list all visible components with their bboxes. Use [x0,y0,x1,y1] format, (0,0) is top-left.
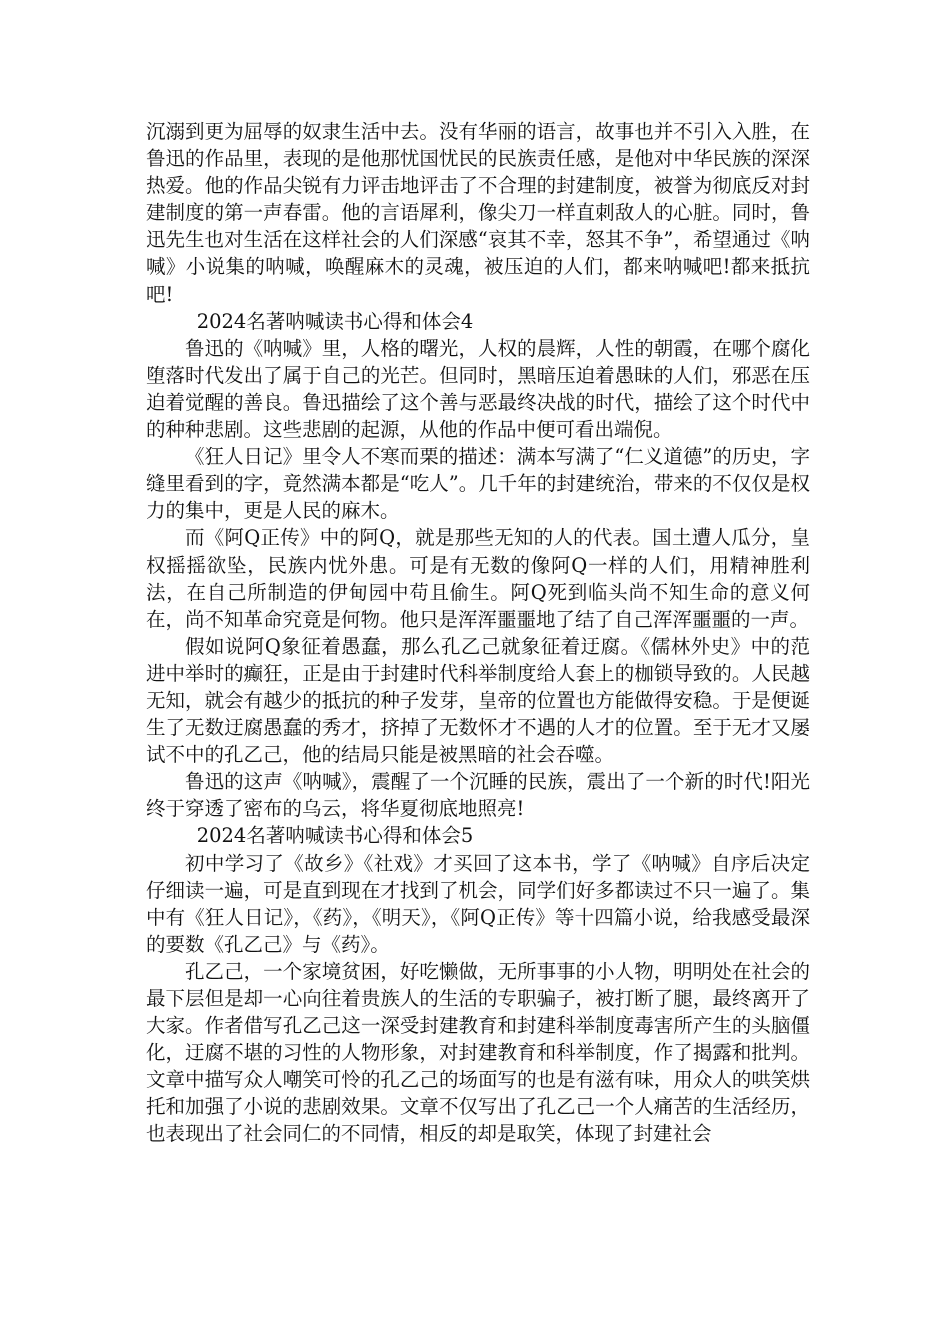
paragraph-continuation: 沉溺到更为屈辱的奴隶生活中去。没有华丽的语言，故事也并不引入入胜，在鲁迅的作品里，表现的是他那忧国忧民的民族责任感，是他对中华民族的深深热爱。他的作品尖锐有力评击地评击了不合理的封建制度，被誉为彻底反对封建制度的第一声春雷。他的言语犀利，像尖刀一样直刺敌人的心脏。同时，鲁迅先生也对生活在这样社会的人们深感“哀其不幸，怒其不争”，希望通过《呐喊》小说集的呐喊，唤醒麻木的灵魂，被压迫的人们，都来呐喊吧!都来抵抗吧! [146,120,810,306]
paragraph: 孔乙己，一个家境贫困，好吃懒做，无所事事的小人物，明明处在社会的最下层但是却一心向往着贵族人的生活的专职骗子，被打断了腿，最终离开了大家。作者借写孔乙己这一深受封建教育和封建科举制度毒害所产生的头脑僵化，迂腐不堪的习性的人物形象，对封建教育和科举制度，作了揭露和批判。文章中描写众人嘲笑可怜的孔乙己的场面写的也是有滋有味，用众人的哄笑烘托和加强了小说的悲剧效果。文章不仅写出了孔乙己一个人痛苦的生活经历，也表现出了社会同仁的不同情，相反的却是取笑，体现了封建社会 [146,959,810,1146]
paragraph: 而《阿Q正传》中的阿Q，就是那些无知的人的代表。国土遭人瓜分，皇权摇摇欲坠，民族内忧外患。可是有无数的像阿Q一样的人们，用精神胜利法，在自己所制造的伊甸园中苟且偷生。阿Q死到临头尚不知生命的意义何在，尚不知革命究竟是何物。他只是浑浑噩噩地了结了自己浑浑噩噩的一声。 [146,526,810,631]
section-heading-4: 2024名著呐喊读书心得和体会4 [196,309,474,333]
paragraph: 鲁迅的《呐喊》里，人格的曙光，人权的晨辉，人性的朝霞，在哪个腐化堕落时代发出了属于自己的光芒。但同时，黑暗压迫着愚昧的人们，邪恶在压迫着觉醒的善良。鲁迅描绘了这个善与恶最终决战的时代，描绘了这个时代中的种种悲剧。这些悲剧的起源，从他的作品中便可看出端倪。 [146,336,810,442]
section-heading-5: 2024名著呐喊读书心得和体会5 [196,824,474,848]
paragraph: 初中学习了《故乡》《社戏》才买回了这本书，学了《呐喊》自序后决定仔细读一遍，可是直到现在才找到了机会，同学们好多都读过不只一遍了。集中有《狂人日记》，《药》，《明天》，《阿Q正传》等十四篇小说，给我感受最深的要数《孔乙己》与《药》。 [146,851,810,956]
paragraph: 鲁迅的这声《呐喊》，震醒了一个沉睡的民族，震出了一个新的时代!阳光终于穿透了密布的乌云，将华夏彻底地照亮! [146,770,810,821]
paragraph: 《狂人日记》里令人不寒而栗的描述：满本写满了“仁义道德”的历史，字缝里看到的字，竟然满本都是“吃人”。几千年的封建统治，带来的不仅仅是权力的集中，更是人民的麻木。 [146,445,810,523]
paragraph: 假如说阿Q象征着愚蠢，那么孔乙己就象征着迂腐。《儒林外史》中的范进中举时的癫狂，正是由于封建时代科举制度给人套上的枷锁导致的。人民越无知，就会有越少的抵抗的种子发芽，皇帝的位置也方能做得安稳。于是便诞生了无数迂腐愚蠢的秀才，挤掉了无数怀才不遇的人才的位置。至于无才又屡试不中的孔乙己，他的结局只能是被黑暗的社会吞噬。 [146,634,810,767]
document-page [146,118,810,1148]
